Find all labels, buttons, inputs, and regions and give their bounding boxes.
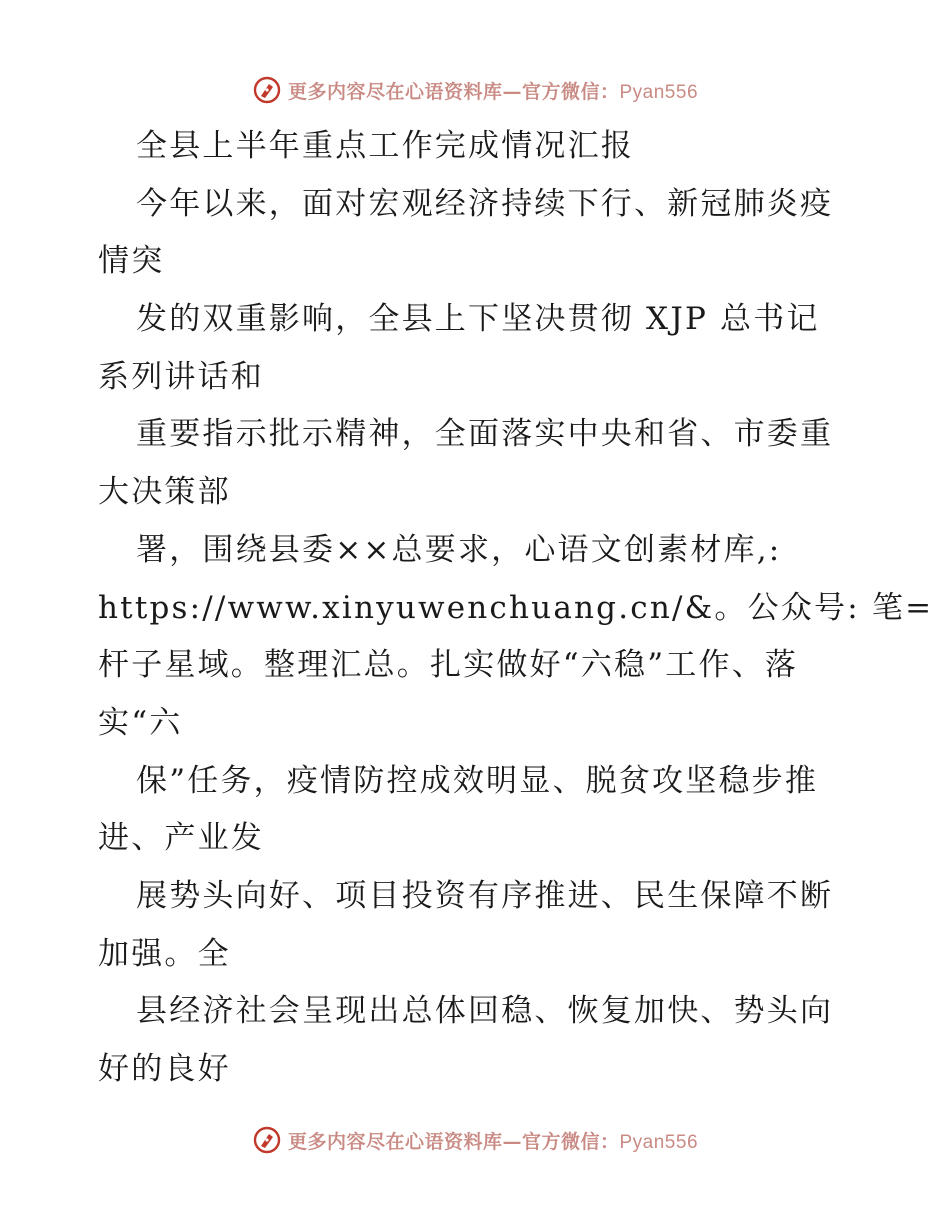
pen-nib-circle-icon [252, 1125, 282, 1155]
document-body [98, 118, 934, 1099]
document-line: 保”任务，疫情防控成效明显、脱贫攻坚稳步推 [136, 762, 819, 799]
banner-text: 更多内容尽在心语资料库—官方微信：Pyan556 [287, 1130, 699, 1153]
document-line: 好的良好 [98, 1051, 231, 1087]
document-line: 实“六 [98, 704, 183, 741]
document-line: https://www.xinyuwenchuang.cn/&。公众号: 笔= [98, 589, 934, 626]
pen-nib-circle-icon [252, 75, 282, 105]
document-line: 县经济社会呈现出总体回稳、恢复加快、势头向 [136, 993, 834, 1030]
document-line: 进、产业发 [98, 820, 264, 857]
banner-account: Pyan556 [619, 81, 699, 103]
banner-text: 更多内容尽在心语资料库—官方微信：Pyan556 [287, 80, 699, 103]
document-line: 大决策部 [98, 474, 231, 511]
document-line: 今年以来，面对宏观经济持续下行、新冠肺炎疫 [136, 185, 834, 222]
document-line: 加强。全 [98, 935, 231, 972]
document-line: 系列讲话和 [98, 358, 264, 395]
document-line: 杆子星域。整理汇总。扎实做好“六稳”工作、落 [98, 647, 799, 684]
document-title-line: 全县上半年重点工作完成情况汇报 [136, 128, 634, 164]
document-line: 署，围绕县委××总要求，心语文创素材库,: [136, 531, 782, 568]
document-line: 发的双重影响，全县上下坚决贯彻 XJP 总书记 [136, 301, 820, 338]
document-line: 重要指示批示精神，全面落实中央和省、市委重 [136, 416, 834, 453]
banner-account: Pyan556 [619, 1131, 699, 1153]
header-banner [0, 70, 950, 110]
document-line: 展势头向好、项目投资有序推进、民生保障不断 [136, 877, 834, 914]
footer-banner [0, 1120, 950, 1160]
document-line: 情突 [98, 243, 165, 280]
